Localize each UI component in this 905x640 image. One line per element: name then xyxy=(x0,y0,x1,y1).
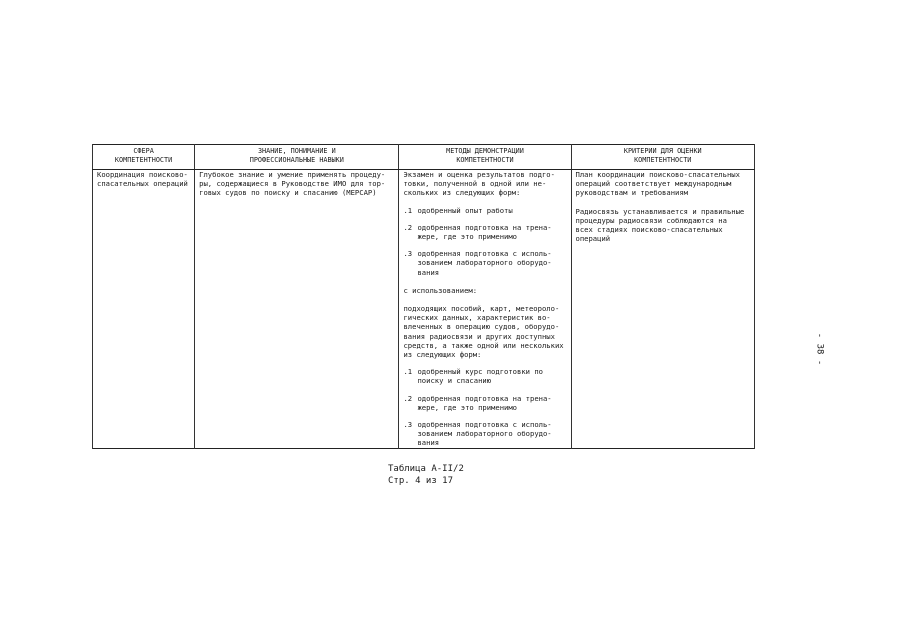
methods-item-a2: .2 одобренная подготовка на трена- жере, где это применимо xyxy=(403,222,552,242)
header-competence: СФЕРА КОМПЕТЕНТНОСТИ xyxy=(93,145,195,170)
caption-page-of: Стр. 4 из 17 xyxy=(388,476,454,486)
criteria-paragraph-2: Радиосвязь устанавливается и правильные процедуры радиосвязи соблюдаются на всех стадиях поисково-спасательных операций xyxy=(575,206,745,244)
header-criteria: КРИТЕРИИ ДЛЯ ОЦЕНКИ КОМПЕТЕНТНОСТИ xyxy=(571,145,755,170)
cell-criteria xyxy=(571,170,755,449)
header-knowledge: ЗНАНИЕ, ПОНИМАНИЕ И ПРОФЕССИОНАЛЬНЫЕ НАВЫКИ xyxy=(195,145,399,170)
methods-item-b2: .2 одобренная подготовка на трена- жере, где это применимо xyxy=(403,393,552,412)
table-header-row xyxy=(93,145,755,170)
header-methods: МЕТОДЫ ДЕМОНСТРАЦИИ КОМПЕТЕНТНОСТИ xyxy=(399,145,571,170)
competence-table xyxy=(92,144,755,449)
cell-methods xyxy=(399,170,571,449)
page-number: - 38 - xyxy=(814,332,825,366)
caption-table-id: Таблица А-II/2 xyxy=(388,464,464,474)
table-caption xyxy=(388,463,464,487)
methods-item-b3: .3 одобренная подготовка с исполь- зованием лабораторного оборудо- вания xyxy=(403,420,552,448)
methods-item-a1: .1 одобренный опыт работы xyxy=(403,205,513,215)
methods-item-b1: .1 одобренный курс подготовки по поиску и спасанию xyxy=(403,367,543,386)
table-row xyxy=(93,170,755,449)
cell-competence: Координация поисково- спасательных операций xyxy=(93,170,195,449)
cell-knowledge: Глубокое знание и умение применять процеду- ры, содержащиеся в Руководстве ИМО для тор- говых судов по поиску и спасанию (МЕРСАР) xyxy=(195,170,399,449)
methods-intro: Экзамен и оценка результатов подго- товки, полученной в одной или не- скольких из следующих форм: xyxy=(403,170,555,198)
methods-with-use: с использованием: xyxy=(403,285,478,295)
criteria-paragraph-1: План координации поисково-спасательных операций соответствует международным руководствам и требованиям xyxy=(575,170,740,198)
methods-item-a3: .3 одобренная подготовка с исполь- зованием лабораторного оборудо- вания xyxy=(403,249,552,277)
methods-aids: подходящих пособий, карт, метеороло- гических данных, характеристик во- влеченных в операцию судов, оборудо- вания радиосвязи и других доступных средств, а также одной или нескольких из следующих форм: xyxy=(403,304,564,360)
